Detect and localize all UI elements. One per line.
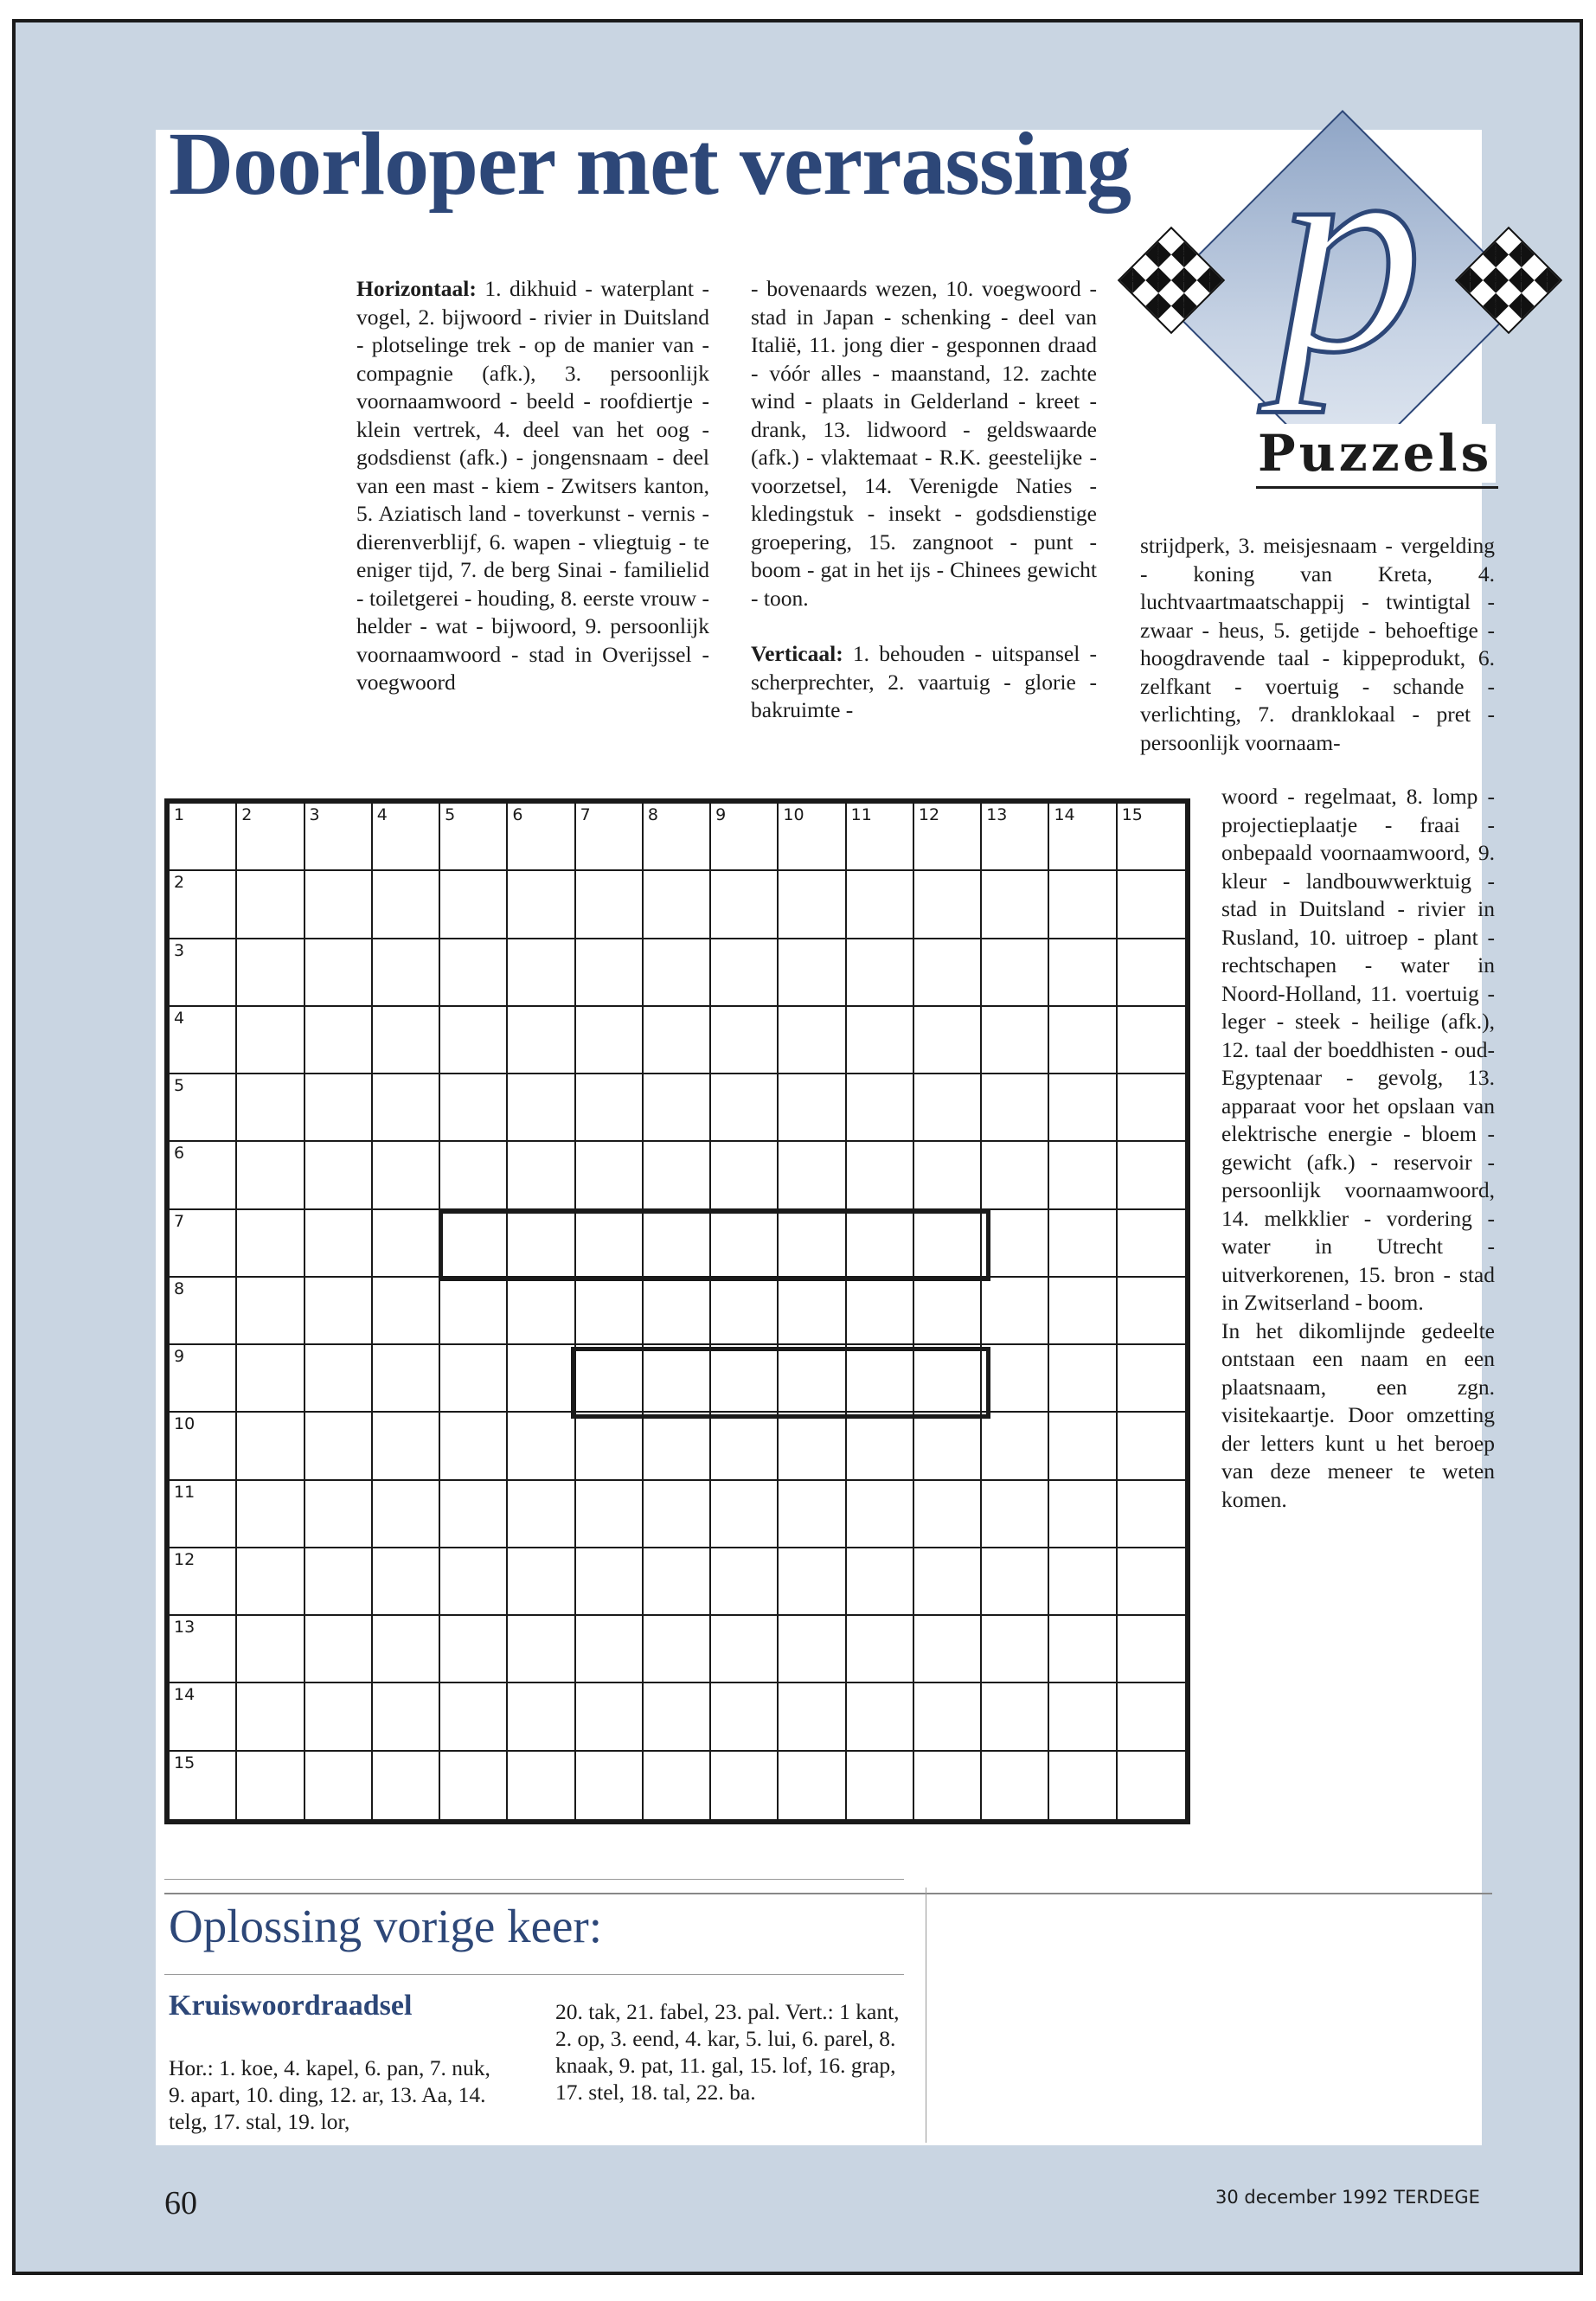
grid-cell[interactable] [1118,804,1185,871]
grid-cell[interactable] [170,1278,237,1345]
column-number: 13 [986,805,1008,824]
row-number: 13 [174,1618,195,1638]
grid-cell[interactable] [576,1683,644,1751]
divider-line [164,1974,904,1975]
grid-cell[interactable] [914,1616,982,1683]
grid-cell[interactable] [982,1007,1049,1074]
grid-cell[interactable] [847,871,914,939]
grid-cell[interactable] [982,1481,1049,1548]
grid-cell[interactable] [576,1210,644,1278]
grid-cell[interactable] [1049,1548,1117,1616]
grid-cell[interactable] [644,1616,711,1683]
grid-cell[interactable] [237,871,304,939]
grid-cell[interactable] [914,939,982,1007]
grid-cell[interactable] [373,1616,440,1683]
column-number: 1 [174,805,185,824]
grid-cell[interactable] [914,1210,982,1278]
logo-letter-p: p [1276,87,1423,413]
row-number: 15 [174,1753,195,1772]
grid-cell[interactable] [170,939,237,1007]
grid-cell[interactable] [237,1413,304,1480]
grid-cell[interactable] [1118,871,1185,939]
grid-cell[interactable] [508,871,575,939]
grid-cell[interactable] [847,1413,914,1480]
grid-cell[interactable] [170,1142,237,1209]
grid-cell[interactable] [440,1616,508,1683]
column-number: 8 [647,805,658,824]
grid-cell[interactable] [779,1683,846,1751]
grid-cell[interactable] [237,1210,304,1278]
grid-cell[interactable] [711,1074,779,1142]
grid-cell[interactable] [305,1413,373,1480]
grid-cell[interactable] [779,1278,846,1345]
grid-cell[interactable] [644,1074,711,1142]
row-number: 14 [174,1685,195,1705]
grid-cell[interactable] [576,1616,644,1683]
grid-cell[interactable] [1118,1210,1185,1278]
grid-cell[interactable] [305,1548,373,1616]
grid-cell[interactable] [1118,1345,1185,1413]
grid-cell[interactable] [576,1007,644,1074]
clues-column-3-narrow [1221,783,1495,1514]
grid-cell[interactable] [644,804,711,871]
grid-cell[interactable] [440,804,508,871]
grid-cell[interactable] [305,871,373,939]
grid-cell[interactable] [508,804,575,871]
divider-line [164,1879,904,1880]
grid-cell[interactable] [982,871,1049,939]
grid-cell[interactable] [711,1481,779,1548]
grid-cell[interactable] [847,1683,914,1751]
grid-cell[interactable] [847,804,914,871]
grid-cell[interactable] [508,1142,575,1209]
grid-cell[interactable] [440,1548,508,1616]
grid-cell[interactable] [576,871,644,939]
grid-cell[interactable] [170,1683,237,1751]
grid-cell[interactable] [170,1413,237,1480]
grid-cell[interactable] [440,1210,508,1278]
grid-cell[interactable] [170,1481,237,1548]
grid-cell[interactable] [779,1210,846,1278]
row-number: 11 [174,1482,195,1502]
grid-cell[interactable] [237,1752,304,1819]
column-number: 5 [445,805,456,824]
grid-cell[interactable] [373,1752,440,1819]
grid-cell[interactable] [373,1142,440,1209]
grid-cell[interactable] [847,1616,914,1683]
grid-cell[interactable] [440,1752,508,1819]
grid-cell[interactable] [914,1481,982,1548]
grid-cell[interactable] [711,1142,779,1209]
grid-cell[interactable] [170,804,237,871]
grid-cell[interactable] [576,939,644,1007]
grid-cell[interactable] [1118,1278,1185,1345]
grid-cell[interactable] [440,1142,508,1209]
grid-cell[interactable] [779,1616,846,1683]
grid-cell[interactable] [576,1548,644,1616]
grid-cell[interactable] [440,1413,508,1480]
grid-cell[interactable] [170,1616,237,1683]
grid-cell[interactable] [508,1481,575,1548]
grid-cell[interactable] [982,1683,1049,1751]
grid-cell[interactable] [1118,1548,1185,1616]
grid-cell[interactable] [779,1413,846,1480]
grid-cell[interactable] [711,1278,779,1345]
grid-cell[interactable] [373,804,440,871]
grid-cell[interactable] [982,804,1049,871]
grid-cell[interactable] [170,1210,237,1278]
grid-cell[interactable] [1049,1074,1117,1142]
grid-cell[interactable] [440,1074,508,1142]
solution-subheading: Kruiswoordraadsel [169,1990,413,2022]
grid-cell[interactable] [305,1683,373,1751]
grid-cell[interactable] [914,1548,982,1616]
grid-cell[interactable] [508,1548,575,1616]
grid-cell[interactable] [779,1007,846,1074]
grid-cell[interactable] [644,871,711,939]
horizontal-clues-continued: - bovenaards wezen, 10. voegwoord - stad in Japan - schenking - deel van Italië, 11. jong dier - gesponnen draad - vóór alles - maanstand, 12. zachte wind - plaats in Gelderland - kreet - drank, 13. lidwoord - geldswaarde (afk.) - vlaktemaat - R.K. geestelijke - voorzetsel, 14. Verenigde Naties - kledingstuk - insekt - godsdienstige groepering, 15. zangnoot - punt - boom - gat in het ijs - Chinees gewicht - toon. [751,276,1097,611]
grid-cell[interactable] [305,804,373,871]
grid-cell[interactable] [914,804,982,871]
grid-cell[interactable] [982,1210,1049,1278]
grid-cell[interactable] [847,1142,914,1209]
grid-cell[interactable] [1049,1210,1117,1278]
column-number: 4 [376,805,388,824]
grid-cell[interactable] [576,1074,644,1142]
grid-cell[interactable] [1049,1413,1117,1480]
grid-cell[interactable] [779,1752,846,1819]
grid-cell[interactable] [1118,1752,1185,1819]
grid-cell[interactable] [914,1345,982,1413]
grid-cell[interactable] [305,1481,373,1548]
grid-cell[interactable] [1118,1074,1185,1142]
horizontal-clues: 1. dikhuid - waterplant - vogel, 2. bijwoord - rivier in Duitsland - plotselinge trek - op de manier van - compagnie (afk.), 3. persoonlijk voornaamwoord - beeld - roofdiertje - klein vertrek, 4. deel van het oog - godsdienst (afk.) - jongensnaam - deel van een mast - kiem - Zwitsers kanton, 5. Aziatisch land - toverkunst - vernis - dierenverblijf, 6. wapen - vliegtuig - te eniger tijd, 7. de berg Sinai - familielid - toiletgerei - houding, 8. eerste vrouw - helder - wat - bijwoord, 9. persoonlijk voornaamwoord - stad in Overijssel - voegwoord [356,276,709,695]
page-title: Doorloper met verrassing [169,114,1131,214]
grid-cell[interactable] [711,939,779,1007]
horizontal-heading: Horizontaal: [356,276,477,301]
grid-cell[interactable] [914,1752,982,1819]
grid-cell[interactable] [440,1481,508,1548]
row-number: 6 [174,1144,185,1163]
grid-cell[interactable] [237,804,304,871]
column-number: 15 [1121,805,1143,824]
grid-cell[interactable] [914,871,982,939]
row-number: 8 [174,1279,185,1298]
grid-cell[interactable] [1049,804,1117,871]
grid-cell[interactable] [644,1683,711,1751]
grid-cell[interactable] [847,1210,914,1278]
row-number: 7 [174,1211,185,1231]
row-number: 12 [174,1549,195,1569]
grid-cell[interactable] [711,1548,779,1616]
grid-cell[interactable] [982,1752,1049,1819]
grid-cell[interactable] [644,1548,711,1616]
column-number: 11 [850,805,872,824]
grid-cell[interactable] [237,939,304,1007]
grid-cell[interactable] [711,1413,779,1480]
grid-cell[interactable] [644,1413,711,1480]
grid-cell[interactable] [440,1345,508,1413]
grid-cell[interactable] [914,1007,982,1074]
grid-cell[interactable] [237,1616,304,1683]
grid-cell[interactable] [847,1007,914,1074]
grid-cell[interactable] [982,1616,1049,1683]
grid-cell[interactable] [982,939,1049,1007]
grid-cell[interactable] [508,1752,575,1819]
grid-cell[interactable] [1118,939,1185,1007]
column-number: 2 [241,805,253,824]
grid-cell[interactable] [914,1074,982,1142]
grid-cell[interactable] [373,871,440,939]
grid-cell[interactable] [644,1345,711,1413]
logo-underline [1256,486,1498,489]
grid-cell[interactable] [508,1007,575,1074]
footer-date-magazine: 30 december 1992 TERDEGE [1215,2187,1480,2208]
grid-cell[interactable] [576,804,644,871]
row-number: 10 [174,1414,195,1434]
grid-cell[interactable] [305,1616,373,1683]
grid-cell[interactable] [711,1616,779,1683]
grid-cell[interactable] [982,1548,1049,1616]
row-number: 4 [174,1008,185,1028]
grid-cell[interactable] [237,1683,304,1751]
grid-cell[interactable] [711,1210,779,1278]
grid-cell[interactable] [305,939,373,1007]
grid-cell[interactable] [440,1683,508,1751]
grid-cell[interactable] [305,1278,373,1345]
grid-cell[interactable] [170,871,237,939]
clues-column-1 [356,275,709,697]
grid-cell[interactable] [170,1007,237,1074]
column-number: 9 [715,805,727,824]
grid-cell[interactable] [1049,1007,1117,1074]
grid-cell[interactable] [576,1752,644,1819]
grid-cell[interactable] [644,1210,711,1278]
column-number: 7 [580,805,591,824]
grid-cell[interactable] [237,1278,304,1345]
grid-cell[interactable] [508,1683,575,1751]
grid-cell[interactable] [1049,1345,1117,1413]
row-number: 2 [174,873,185,893]
grid-cell[interactable] [711,1345,779,1413]
grid-cell[interactable] [847,1548,914,1616]
grid-cell[interactable] [982,1345,1049,1413]
grid-cell[interactable] [1049,1616,1117,1683]
grid-cell[interactable] [644,1007,711,1074]
logo-word: Puzzels [1254,424,1496,483]
grid-cell[interactable] [982,1278,1049,1345]
divider-line [164,1893,1492,1894]
vertical-clues-continued-2: woord - regelmaat, 8. lomp - projectieplaatje - fraai - onbepaald voornaamwoord, 9. kleur - landbouwwerktuig - stad in Duitsland - rivier in Rusland, 10. uitroep - plant - rechtschapen - water in Noord-Holland, 11. voertuig - leger - steek - heilige (afk.), 12. taal der boeddhisten - oud-Egyptenaar - gevolg, 13. apparaat voor het opslaan van elektrische energie - bloem - gewicht (afk.) - reservoir - persoonlijk voornaamwoord, 14. melkklier - vordering - water in Utrecht - uitverkorenen, 15. bron - stad in Zwitserland - boom. [1221,784,1495,1315]
grid-cell[interactable] [711,1683,779,1751]
grid-cell[interactable] [847,1074,914,1142]
grid-cell[interactable] [779,1074,846,1142]
grid-cell[interactable] [847,1345,914,1413]
grid-cell[interactable] [1049,1752,1117,1819]
grid-cell[interactable] [644,1481,711,1548]
grid-cell[interactable] [779,1548,846,1616]
solution-heading: Oplossing vorige keer: [169,1900,603,1952]
grid-cell[interactable] [237,1142,304,1209]
row-number: 3 [174,940,185,960]
grid-cell[interactable] [1118,1616,1185,1683]
grid-cell[interactable] [914,1413,982,1480]
grid-cell[interactable] [373,1548,440,1616]
grid-cell[interactable] [711,1752,779,1819]
solution-text-col-2: 20. tak, 21. fabel, 23. pal. Vert.: 1 kant, 2. op, 3. eend, 4. kar, 5. lui, 6. parel, 8. knaak, 9. pat, 11. gal, 15. lof, 16. grap, 17. stel, 18. tal, 22. ba. [555,1999,900,2105]
grid-cell[interactable] [982,1413,1049,1480]
grid-cell[interactable] [1049,1481,1117,1548]
grid-cell[interactable] [644,1142,711,1209]
grid-cell[interactable] [373,1345,440,1413]
grid-cell[interactable] [982,1142,1049,1209]
grid-cell[interactable] [508,1413,575,1480]
column-number: 3 [309,805,320,824]
grid-cell[interactable] [373,1683,440,1751]
grid-cell[interactable] [779,939,846,1007]
grid-cell[interactable] [576,1413,644,1480]
grid-cell[interactable] [305,1752,373,1819]
grid-cell[interactable] [576,1278,644,1345]
grid-cell[interactable] [508,1278,575,1345]
grid-cell[interactable] [711,804,779,871]
grid-cell[interactable] [711,1007,779,1074]
vertical-heading: Verticaal: [751,641,843,666]
grid-cell[interactable] [1049,939,1117,1007]
grid-cell[interactable] [1118,1413,1185,1480]
grid-cell[interactable] [373,1210,440,1278]
grid-cell[interactable] [170,1752,237,1819]
grid-cell[interactable] [237,1481,304,1548]
grid-cell[interactable] [440,871,508,939]
vertical-clues: 1. behouden - uitspansel - scherprechter, 2. vaartuig - glorie - bakruimte - [751,641,1098,722]
grid-cell[interactable] [170,1074,237,1142]
grid-cell[interactable] [1049,1683,1117,1751]
crossword-grid [164,798,1190,1824]
grid-cell[interactable] [779,1345,846,1413]
grid-cell[interactable] [237,1345,304,1413]
grid-cell[interactable] [373,1413,440,1480]
grid-cell[interactable] [1049,1278,1117,1345]
grid-cell[interactable] [305,1210,373,1278]
grid-cell[interactable] [1118,1481,1185,1548]
grid-cell[interactable] [170,1345,237,1413]
grid-cell[interactable] [305,1007,373,1074]
grid-cell[interactable] [237,1074,304,1142]
grid-cell[interactable] [508,1345,575,1413]
grid-cell[interactable] [779,1481,846,1548]
grid-cell[interactable] [644,1278,711,1345]
grid-cell[interactable] [847,939,914,1007]
grid-cell[interactable] [1118,1683,1185,1751]
grid-cell[interactable] [305,1142,373,1209]
clues-column-3 [1140,532,1495,757]
grid-cell[interactable] [576,1345,644,1413]
grid-cell[interactable] [508,1210,575,1278]
puzzle-note: In het dikomlijnde gedeelte ontstaan een naam en een plaatsnaam, een zgn. visitekaartje. Door omzetting der letters kunt u het beroep van deze meneer te weten komen. [1221,1317,1495,1512]
grid-cell[interactable] [440,1007,508,1074]
column-number: 14 [1054,805,1075,824]
vertical-clues-continued-1: strijdperk, 3. meisjesnaam - vergelding - koning van Kreta, 4. luchtvaartmaatschappij - twintigtal - zwaar - heus, 5. getijde - behoeftige - hoogdravende taal - kippeprodukt, 6. zelfkant - voertuig - schande - verlichting, 7. dranklokaal - pret - persoonlijk voornaam- [1140,533,1495,755]
grid-cell[interactable] [779,1142,846,1209]
grid-cell[interactable] [1118,1007,1185,1074]
grid-cell[interactable] [644,1752,711,1819]
grid-cell[interactable] [644,939,711,1007]
grid-cell[interactable] [779,804,846,871]
grid-cell[interactable] [1118,1142,1185,1209]
grid-cell[interactable] [440,1278,508,1345]
grid-cell[interactable] [1049,871,1117,939]
grid-cell[interactable] [914,1142,982,1209]
grid-cell[interactable] [440,939,508,1007]
grid-cell[interactable] [914,1278,982,1345]
column-number: 6 [512,805,523,824]
grid-cell[interactable] [779,871,846,939]
grid-cell[interactable] [305,1074,373,1142]
grid-cell[interactable] [373,1278,440,1345]
grid-cell[interactable] [847,1752,914,1819]
grid-cell[interactable] [373,1074,440,1142]
clues-column-2 [751,275,1097,725]
grid-cell[interactable] [1049,1142,1117,1209]
grid-cell[interactable] [576,1481,644,1548]
solution-text-col-1: Hor.: 1. koe, 4. kapel, 6. pan, 7. nuk, 9. apart, 10. ding, 12. ar, 13. Aa, 14. telg, 17. stal, 19. lor, [169,2055,490,2134]
grid-cell[interactable] [847,1278,914,1345]
column-number: 12 [918,805,940,824]
grid-cell[interactable] [508,1074,575,1142]
grid-cell[interactable] [847,1481,914,1548]
page-number: 60 [164,2185,197,2221]
grid-cell[interactable] [373,1481,440,1548]
grid-cell[interactable] [237,1007,304,1074]
grid-cell[interactable] [237,1548,304,1616]
grid-cell[interactable] [508,939,575,1007]
grid-cell[interactable] [711,871,779,939]
grid-cell[interactable] [508,1616,575,1683]
grid-cell[interactable] [914,1683,982,1751]
grid-cell[interactable] [305,1345,373,1413]
grid-cell[interactable] [982,1074,1049,1142]
grid-cell[interactable] [373,1007,440,1074]
grid-cell[interactable] [576,1142,644,1209]
grid-cell[interactable] [170,1548,237,1616]
row-number: 9 [174,1347,185,1367]
row-number: 5 [174,1076,185,1096]
column-number: 10 [783,805,804,824]
grid-cell[interactable] [373,939,440,1007]
